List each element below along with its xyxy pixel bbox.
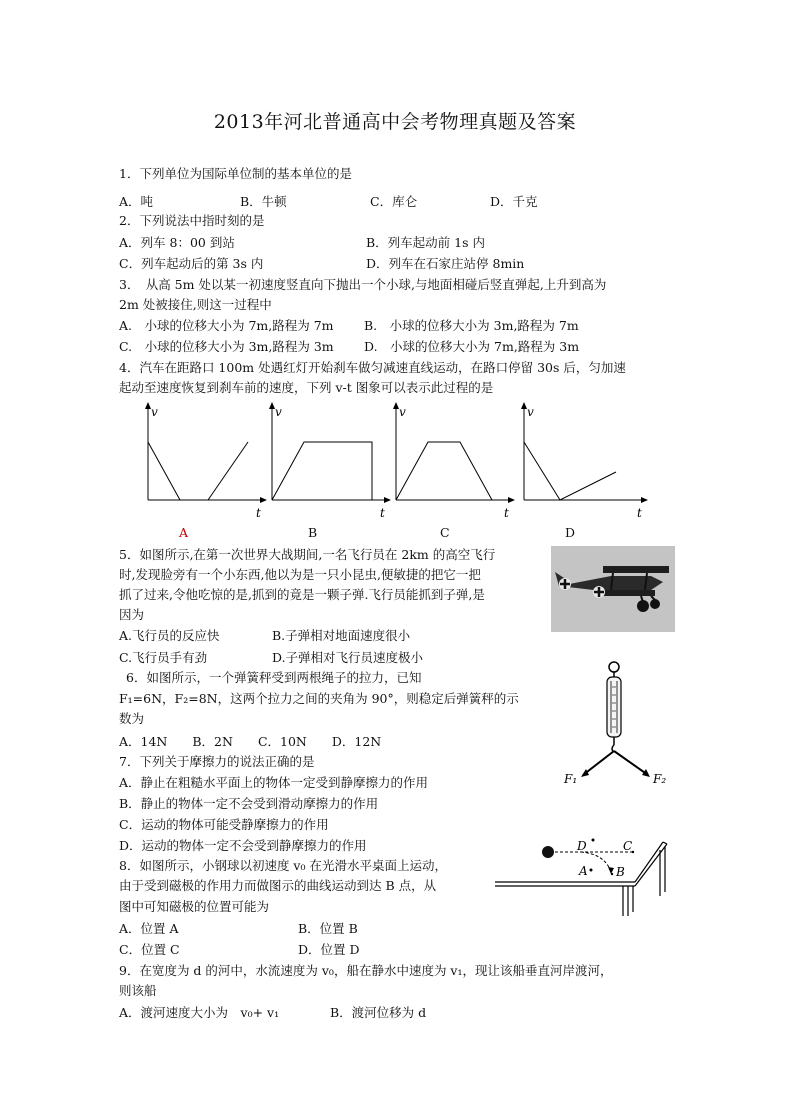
vt-graph-b [262,400,392,522]
q5-option-b: B.子弹相对地面速度很小 [272,628,411,643]
axis-v-label: v [399,405,406,419]
q4-stem-line2: 起动至速度恢复到刹车前的速度，下列 v-t 图象可以表示此过程的是 [119,380,494,395]
graph-label-b: B [308,525,318,540]
q2-option-d: D．列车在石家庄站停 8min [366,256,525,271]
q1-option-d: D．千克 [490,194,538,209]
point-d-label: D [577,839,587,853]
q5-stem-line4: 因为 [119,607,145,622]
q6-stem-line2: F₁=6N，F₂=8N，这两个拉力之间的夹角为 90°，则稳定后弹簧秤的示 [119,691,519,706]
q7-option-d: D．运动的物体一定不会受到静摩擦力的作用 [119,838,367,853]
q1-option-b: B．牛顿 [240,194,287,209]
q4-stem-line1: 4．汽车在距路口 100m 处遇红灯开始刹车做匀减速直线运动，在路口停留 30s 后，匀加速 [119,360,626,375]
axis-t-label: t [256,506,261,520]
axis-v-label: v [151,405,158,419]
q5-stem-line1: 5．如图所示,在第一次世界大战期间,一名飞行员在 2km 的高空飞行 [119,547,496,562]
q8-option-c: C．位置 C [119,942,180,957]
q9-option-a: A．渡河速度大小为 v₀+ v₁ [119,1005,280,1020]
vt-graph-d [514,400,649,522]
graph-label-a: A [179,525,189,540]
q8-option-a: A．位置 A [119,921,179,936]
q3-option-b: B. 小球的位移大小为 3m,路程为 7m [364,318,579,333]
vt-graph-c [386,400,516,522]
q6-stem-line3: 数为 [119,711,145,726]
table-magnet-figure [495,832,675,918]
q1-option-c: C．库仑 [370,194,418,209]
q8-stem-line2: 由于受到磁极的作用力而做图示的曲线运动到达 B 点，从 [119,878,437,893]
biplane-photo [551,546,675,632]
q8-stem-line3: 图中可知磁极的位置可能为 [119,899,270,914]
q2-option-c: C．列车起动后的第 3s 内 [119,256,264,271]
page-title: 2013年河北普通高中会考物理真题及答案 [213,111,577,133]
graph-label-d: D [565,525,576,540]
point-c-label: C [623,839,633,853]
spring-scale-figure [556,655,676,790]
q7-stem: 7．下列关于摩擦力的说法正确的是 [119,754,315,769]
q3-option-d: D. 小球的位移大小为 7m,路程为 3m [364,339,580,354]
q5-stem-line2: 时,发现脸旁有一个小东西,他以为是一只小昆虫,便敏捷的把它一把 [119,567,481,582]
q5-option-d: D.子弹相对飞行员速度极小 [272,650,424,665]
q3-option-a: A. 小球的位移大小为 7m,路程为 7m [119,318,334,333]
f2-label: F₂ [653,772,667,786]
q7-option-b: B．静止的物体一定不会受到滑动摩擦力的作用 [119,796,379,811]
q5-stem-line3: 抓了过来,令他吃惊的是,抓到的竟是一颗子弹.飞行员能抓到子弹,是 [119,587,485,602]
q8-option-b: B．位置 B [298,921,358,936]
q7-option-a: A．静止在粗糙水平面上的物体一定受到静摩擦力的作用 [119,775,429,790]
q9-stem-line1: 9．在宽度为 d 的河中，水流速度为 v₀，船在静水中速度为 v₁，现让该船垂直河岸渡河， [119,963,613,978]
q6-options: A．14N B．2N C．10N D．12N [119,734,382,749]
q3-stem-line2: 2m 处被接住,则这一过程中 [119,297,272,312]
q9-stem-line2: 则该船 [119,983,157,998]
axis-v-label: v [527,405,534,419]
q5-option-a: A.飞行员的反应快 [119,628,220,643]
q3-stem-line1: 3． 从高 5m 处以某一初速度竖直向下抛出一个小球,与地面相碰后竖直弹起,上升到高为 [119,277,607,292]
q8-option-d: D．位置 D [298,942,360,957]
graph-label-c: C [440,525,450,540]
point-b-label: B [616,865,625,879]
q2-option-b: B．列车起动前 1s 内 [366,235,486,250]
q8-stem-line1: 8．如图所示，小钢球以初速度 v₀ 在光滑水平桌面上运动， [119,858,447,873]
vt-graph-a [138,400,268,522]
f1-label: F₁ [564,772,578,786]
axis-t-label: t [380,506,385,520]
q5-option-c: C.飞行员手有劲 [119,650,208,665]
q1-option-a: A．吨 [119,194,154,209]
q6-stem-line1: 6．如图所示，一个弹簧秤受到两根绳子的拉力，已知 [126,670,422,685]
q2-stem: 2．下列说法中指时刻的是 [119,213,265,228]
q3-option-c: C. 小球的位移大小为 3m,路程为 3m [119,339,334,354]
axis-t-label: t [637,506,642,520]
q7-option-c: C．运动的物体可能受静摩擦力的作用 [119,817,329,832]
axis-t-label: t [504,506,509,520]
q2-option-a: A．列车 8：00 到站 [119,235,235,250]
q1-stem: 1．下列单位为国际单位制的基本单位的是 [119,166,352,181]
q9-option-b: B．渡河位移为 d [330,1005,427,1020]
point-a-label: A [579,864,588,878]
axis-v-label: v [275,405,282,419]
